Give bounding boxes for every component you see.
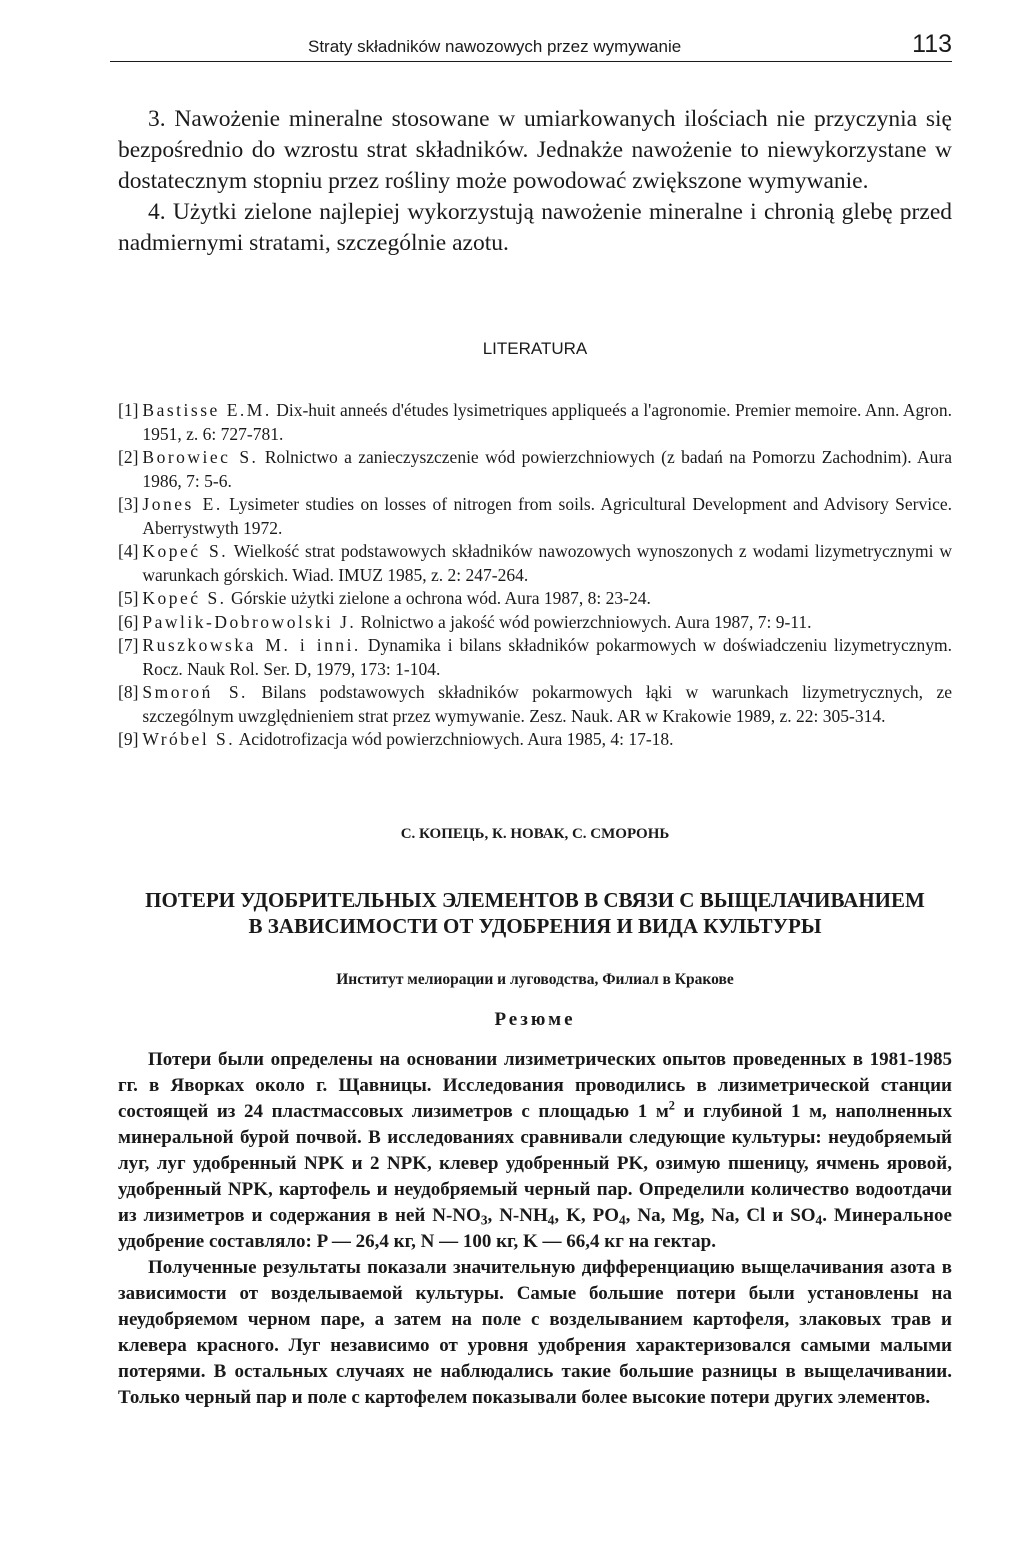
reference-author: Kopeć S. — [142, 541, 229, 561]
reference-number: [2] — [118, 447, 139, 467]
reference-author: Pawlik-Dobrowolski J. — [142, 611, 357, 632]
reference-item — [118, 399, 952, 446]
reference-item — [118, 446, 952, 493]
reference-number: [1] — [118, 400, 139, 420]
resume-heading: Резюме — [494, 1008, 576, 1030]
reference-number: [5] — [118, 588, 139, 608]
reference-text: Rolnictwo a jakość wód powierzchniowych. Aura 1987, 7: 9-11. — [360, 611, 812, 632]
resume-body — [118, 1047, 952, 1411]
reference-item — [118, 611, 952, 635]
reference-number: [3] — [118, 494, 139, 514]
reference-item — [118, 634, 952, 681]
resume-paragraph-1: Потери были определены на основании лизиметрических опытов проведенных в 1981-1985 гг. в Яворках около г. Щавницы. Исследования проводились в лизиметрической станции состоящей из 24 пластмассовых лизиметров с площадью 1 $м^2$ и глубиной 1 м, наполненных минеральной бурой почвой. В исследованиях сравнивали следующие культуры: неудобряемый луг, луг удобренный NPK и 2 NPK, клевер удобренный PK, озимую пшеницу, ячмень яровой, удобренный NPK, картофель и неудобряемый черный пар. Определили количество водоотдачи из лизиметров и содержания в ней $N-NO_3$, $N-NH_4$, K, $PO_4$, Na, Mg, Na, Cl и $SO_4$. Минеральное удобрение составляло: P — 26,4 кг, N — 100 кг, K — 66,4 кг на гектар. — [118, 1048, 952, 1252]
reference-author: Wróbel S. — [142, 729, 236, 749]
reference-item — [118, 728, 952, 752]
reference-item — [118, 587, 952, 611]
reference-author: Smoroń S. — [142, 682, 248, 702]
reference-text: Dix-huit anneés d'études lysimetriques appliqueés a l'agronomie. Premier memoire. Ann. Agron. 1951, z. 6: 727-781. — [142, 400, 952, 444]
resume-paragraph-2: Полученные результаты показали значительную дифференциацию выщелачивания азота в зависимости от возделываемой культуры. Самые большие потери были установлены на неудобряемом черном паре, а затем на поле с возделыванием картофеля, злаковых трав и клевера красного. Луг независимо от уровня удобрения характеризовался самыми малыми потерями. В остальных случаях не наблюдались такие большие разницы в выщелачивании. Только черный пар и поле с картофелем показывали более высокие потери других элементов. — [118, 1256, 952, 1408]
russian-institute: Институт мелиорации и луговодства, Филиал в Кракове — [336, 970, 734, 988]
reference-number: [6] — [118, 611, 139, 632]
reference-text: Lysimeter studies on losses of nitrogen from soils. Agricultural Development and Advisory Service. Aberrystwyth 1972. — [142, 494, 952, 538]
reference-author: Bastisse E.M. — [142, 400, 272, 420]
reference-author: Jones E. — [142, 494, 223, 514]
reference-number: [8] — [118, 682, 139, 702]
conclusions-section — [118, 104, 952, 259]
russian-title — [118, 887, 952, 939]
reference-author: Kopeć S. — [142, 588, 227, 608]
reference-text: Dynamika i bilans składników pokarmowych w doświadczeniu lizymetrycznym. Rocz. Nauk Rol. Ser. D, 1979, 173: 1-104. — [142, 635, 952, 679]
reference-text: Rolnictwo a zanieczyszczenie wód powierzchniowych (z badań na Pomorzu Zachodnim). Aura 1986, 7: 5-6. — [142, 447, 952, 491]
page-number: 113 — [912, 30, 952, 58]
reference-text: Wielkość strat podstawowych składników nawozowych wynoszonych z wodami lizymetrycznymi w warunkach górskich. Wiad. IMUZ 1985, z. 2: 247-264. — [142, 541, 953, 585]
reference-text: Górskie użytki zielone a ochrona wód. Aura 1987, 8: 23-24. — [230, 588, 651, 608]
russian-title-line-2: В ЗАВИСИМОСТИ ОТ УДОБРЕНИЯ И ВИДА КУЛЬТУРЫ — [248, 913, 822, 938]
reference-text: Acidotrofizacja wód powierzchniowych. Aura 1985, 4: 17-18. — [238, 729, 674, 749]
literature-heading: LITERATURA — [482, 339, 588, 358]
reference-item — [118, 493, 952, 540]
russian-title-line-1: ПОТЕРИ УДОБРИТЕЛЬНЫХ ЭЛЕМЕНТОВ В СВЯЗИ С ВЫЩЕЛАЧИВАНИЕМ — [145, 887, 925, 912]
reference-item — [118, 540, 952, 587]
reference-list — [118, 399, 952, 752]
conclusion-4: 4. Użytki zielone najlepiej wykorzystują nawożenie mineralne i chronią glebę przed nadmiernymi stratami, szczególnie azotu. — [118, 199, 952, 256]
reference-item — [118, 681, 952, 728]
reference-text: Bilans podstawowych składników pokarmowych łąki w warunkach lizymetrycznych, ze szczególnym uwzględnieniem strat przez wymywanie. Zesz. Nauk. AR w Krakowie 1989, z. 22: 305-314. — [142, 682, 953, 726]
reference-author: Ruszkowska M. i inni. — [142, 635, 361, 655]
reference-number: [7] — [118, 635, 139, 655]
reference-number: [9] — [118, 729, 139, 749]
conclusion-3: 3. Nawożenie mineralne stosowane w umiarkowanych ilościach nie przyczynia się bezpośrednio do wzrostu strat składników. Jednakże nawożenie to niewykorzystane w dostatecznym stopniu przez rośliny może powodować zwiększone wymywanie. — [118, 106, 952, 194]
reference-number: [4] — [118, 541, 139, 561]
running-header — [110, 32, 952, 62]
russian-authors: С. КОПЕЦЬ, К. НОВАК, С. СМОРОНЬ — [400, 825, 670, 842]
reference-author: Borowiec S. — [142, 447, 259, 467]
running-title: Straty składników nawozowych przez wymywanie — [308, 37, 682, 56]
